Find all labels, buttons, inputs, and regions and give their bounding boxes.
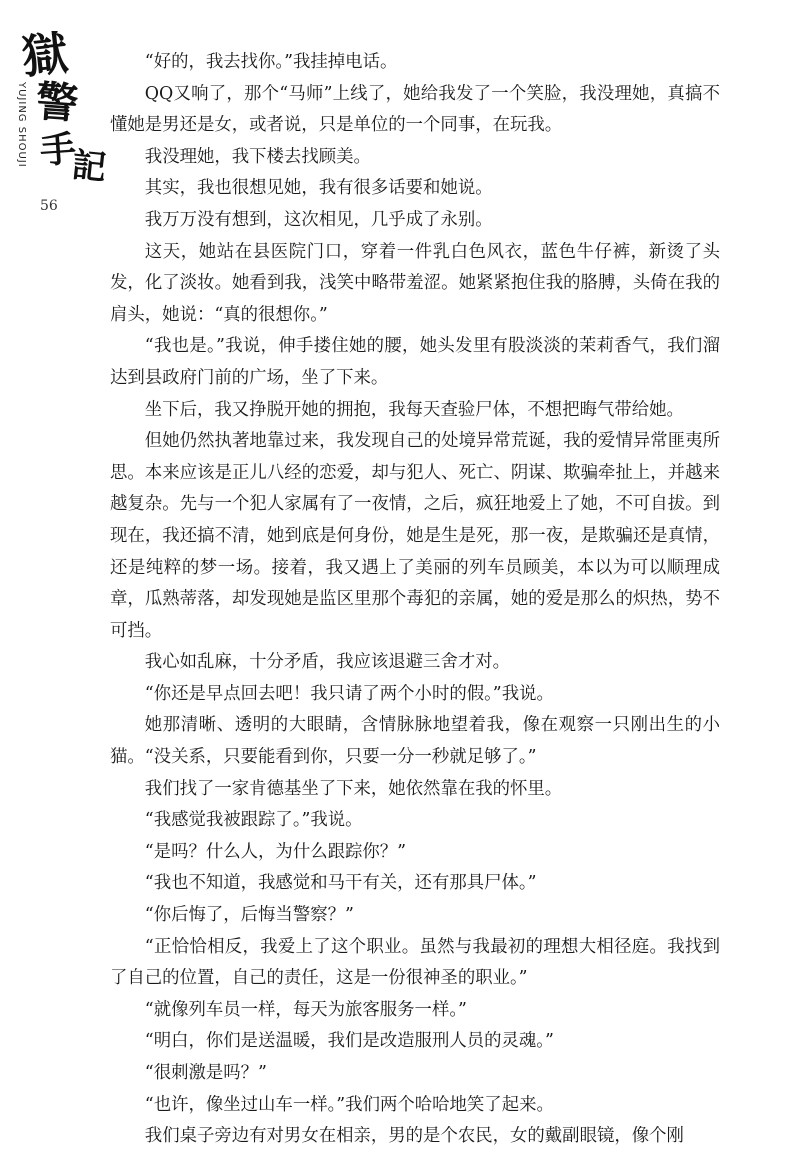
paragraph: 其实，我也很想见她，我有很多话要和她说。 [144, 178, 493, 199]
logo-char-2: 警 [34, 76, 80, 129]
paragraph: “好的，我去找你。”我挂掉电话。 [144, 52, 398, 72]
logo-char-1: 獄 [19, 25, 71, 85]
body-text [110, 47, 720, 1153]
paragraph: “你后悔了，后悔当警察？” [144, 905, 354, 926]
paragraph: “我感觉我被跟踪了。”我说。 [144, 810, 363, 831]
paragraph: 她那清晰、透明的大眼睛，含情脉脉地望着我，像在观察一只刚出生的小猫。“没关系，只要能看到你，只要一分一秒就足够了。” [110, 715, 720, 768]
paragraph: 我们桌子旁边有对男女在相亲，男的是个农民，女的戴副眼镜，像个刚 [144, 1126, 684, 1147]
paragraph: 我们找了一家肯德基坐了下来，她依然靠在我的怀里。 [144, 778, 563, 799]
paragraph: “就像列车员一样，每天为旅客服务一样。” [144, 999, 467, 1020]
paragraph: “正恰恰相反，我爱上了这个职业。虽然与我最初的理想大相径庭。我找到了自己的位置，自己的责任，这是一份很神圣的职业。” [110, 936, 720, 989]
paragraph: “我也是。”我说，伸手搂住她的腰，她头发里有股淡淡的茉莉香气，我们溜达到县政府门前的广场，坐了下来。 [110, 336, 720, 388]
book-title-logo [10, 25, 110, 192]
paragraph: 这天，她站在县医院门口，穿着一件乳白色风衣，蓝色牛仔裤，新烫了头发，化了淡妆。她看到我，浅笑中略带羞涩。她紧紧抱住我的胳膊，头倚在我的肩头，她说：“真的很想你。” [110, 241, 720, 325]
logo-latin-text: YUJING SHOUJI [16, 82, 27, 168]
paragraph: “我也不知道，我感觉和马干有关，还有那具尸体。” [144, 873, 537, 894]
paragraph: 但她仍然执著地靠过来，我发现自己的处境异常荒诞，我的爱情异常匪夷所思。本来应该是正儿八经的恋爱，却与犯人、死亡、阴谋、欺骗牵扯上，并越来越复杂。先与一个犯人家属有了一夜情，之后，疯狂地爱上了她，不可自拔。到现在，我还搞不清，她到底是何身份，她是生是死，那一夜，是欺骗还是真情，还是纯粹的梦一场。接着，我又遇上了美丽的列车员顾美，本以为可以顺理成章，瓜熟蒂落，却发现她是监区里那个毒犯的亲属，她的爱是那么的炽热，势不可挡。 [110, 431, 720, 641]
paragraph: 坐下后，我又挣脱开她的拥抱，我每天查验尸体，不想把晦气带给她。 [144, 399, 684, 420]
paragraph: “是吗？什么人，为什么跟踪你？” [144, 841, 407, 862]
paragraph: QQ又响了，那个“马师”上线了，她给我发了一个笑脸，我没理她，真搞不懂她是男还是女，或者说，只是单位的一个同事，在玩我。 [110, 83, 720, 136]
paragraph: 我心如乱麻，十分矛盾，我应该退避三舍才对。 [144, 652, 511, 673]
paragraph: “明白，你们是送温暖，我们是改造服刑人员的灵魂。” [144, 1031, 554, 1052]
paragraph: 我没理她，我下楼去找顾美。 [144, 146, 371, 167]
paragraph: “也许，像坐过山车一样。”我们两个哈哈地笑了起来。 [144, 1094, 554, 1115]
paragraph: “很刺激是吗？” [144, 1063, 267, 1083]
logo-char-3: 手 [38, 127, 78, 173]
page-number: 56 [40, 198, 58, 214]
paragraph: “你还是早点回去吧！我只请了两个小时的假。”我说。 [144, 683, 554, 704]
logo-char-4: 記 [70, 145, 108, 189]
paragraph: 我万万没有想到，这次相见，几乎成了永别。 [144, 209, 493, 230]
